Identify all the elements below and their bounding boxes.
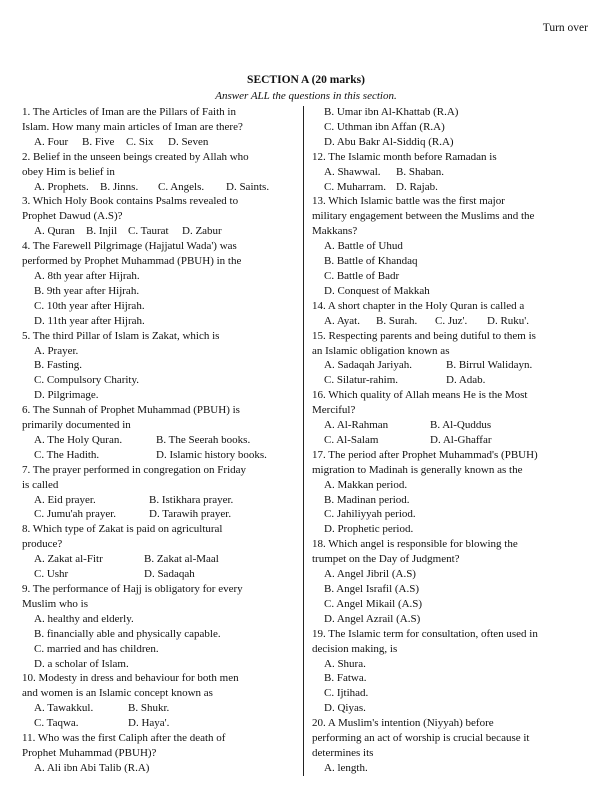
option: B. Birrul Walidayn. xyxy=(446,359,533,372)
question-14 xyxy=(312,299,592,329)
option: D. Zabur xyxy=(182,225,222,238)
question-text: determines its xyxy=(312,746,374,759)
option: B. Surah. xyxy=(376,314,418,327)
option: C. Al-Salam xyxy=(324,433,379,446)
question-text: 15. Respecting parents and being dutiful to them is xyxy=(312,329,536,342)
question-text: 7. The prayer performed in congregation on Friday xyxy=(22,463,247,476)
options-row xyxy=(22,567,296,582)
option: B. 9th year after Hijrah. xyxy=(34,284,140,297)
option: C. Ushr xyxy=(34,568,69,581)
question-text: migration to Madinah is generally known as the xyxy=(312,463,523,476)
options-row xyxy=(312,373,592,388)
options-row xyxy=(22,135,296,150)
option: A. Eid prayer. xyxy=(34,493,96,506)
option: A. Prayer. xyxy=(34,344,79,357)
question-text: trumpet on the Day of Judgment? xyxy=(312,553,460,566)
option: A. Shawwal. xyxy=(324,165,381,178)
question-6 xyxy=(22,403,296,463)
option: B. Shukr. xyxy=(128,702,170,715)
option: D. Rajab. xyxy=(396,180,438,193)
option: C. 10th year after Hijrah. xyxy=(34,299,145,312)
question-text: is called xyxy=(22,478,59,491)
option: A. Zakat al-Fitr xyxy=(34,553,103,566)
option: B. Battle of Khandaq xyxy=(324,255,418,268)
option: C. Angel Mikail (A.S) xyxy=(324,597,423,610)
option: A. Four xyxy=(34,135,69,148)
question-16 xyxy=(312,388,592,448)
options-row xyxy=(22,493,296,508)
question-18 xyxy=(312,537,592,626)
option: D. Qiyas. xyxy=(324,702,366,715)
option: B. Five xyxy=(82,135,115,148)
question-11 xyxy=(22,731,296,776)
question-12 xyxy=(312,150,592,195)
option: D. Sadaqah xyxy=(144,568,195,581)
question-text: 10. Modesty in dress and behaviour for both men xyxy=(22,672,239,685)
option: C. Jumu'ah prayer. xyxy=(34,508,117,521)
option: C. Muharram. xyxy=(324,180,387,193)
question-text: 8. Which type of Zakat is paid on agricultural xyxy=(22,523,223,536)
question-text: Prophet Muhammad (PBUH)? xyxy=(22,746,157,759)
option: A. Al-Rahman xyxy=(324,419,389,432)
question-text: 2. Belief in the unseen beings created by Allah who xyxy=(22,150,249,163)
question-text: performed by Prophet Muhammad (PBUH) in the xyxy=(22,255,242,268)
question-text: produce? xyxy=(22,538,63,551)
option: B. Jinns. xyxy=(100,180,139,193)
question-text: 6. The Sunnah of Prophet Muhammad (PBUH) is xyxy=(22,404,240,417)
question-9 xyxy=(22,582,296,671)
option: A. Sadaqah Jariyah. xyxy=(324,359,412,372)
options-row xyxy=(22,716,296,731)
option: B. Fatwa. xyxy=(324,672,367,685)
question-text: 3. Which Holy Book contains Psalms revealed to xyxy=(22,195,239,208)
question-text: Makkans? xyxy=(312,225,358,238)
question-text: 14. A short chapter in the Holy Quran is called a xyxy=(312,299,525,312)
option: B. Injil xyxy=(86,225,118,238)
option: C. Jahiliyyah period. xyxy=(324,508,416,521)
question-text: Islam. How many main articles of Iman are there? xyxy=(22,120,243,133)
option: C. Six xyxy=(126,135,154,148)
question-text: 5. The third Pillar of Islam is Zakat, which is xyxy=(22,329,220,342)
option: C. Juz'. xyxy=(435,314,468,327)
option: B. Zakat al-Maal xyxy=(144,553,219,566)
option: A. Ali ibn Abi Talib (R.A) xyxy=(34,761,150,774)
question-11-continued xyxy=(312,105,592,150)
options-row xyxy=(312,358,592,373)
question-text: 16. Which quality of Allah means He is the Most xyxy=(312,389,528,402)
question-text: 20. A Muslim's intention (Niyyah) before xyxy=(312,717,494,730)
option: A. Battle of Uhud xyxy=(324,240,403,253)
question-text: 19. The Islamic term for consultation, often used in xyxy=(312,627,538,640)
options-row xyxy=(22,507,296,522)
question-8 xyxy=(22,522,296,582)
option: B. Shaban. xyxy=(396,165,444,178)
option: C. Angels. xyxy=(158,180,205,193)
option: B. financially able and physically capable. xyxy=(34,627,221,640)
option: C. Silatur-rahim. xyxy=(324,374,399,387)
question-text: 18. Which angel is responsible for blowing the xyxy=(312,538,518,551)
option: D. Conquest of Makkah xyxy=(324,284,430,297)
question-13 xyxy=(312,194,592,298)
question-text: 12. The Islamic month before Ramadan is xyxy=(312,150,497,163)
option: D. Haya'. xyxy=(128,717,170,730)
options-row xyxy=(312,314,592,329)
options-row xyxy=(22,552,296,567)
question-1 xyxy=(22,105,296,150)
question-text: military engagement between the Muslims and the xyxy=(312,210,535,223)
question-text: 4. The Farewell Pilgrimage (Hajjatul Wada') was xyxy=(22,240,237,253)
question-text: an Islamic obligation known as xyxy=(312,344,450,357)
options-row xyxy=(22,224,296,239)
option: A. The Holy Quran. xyxy=(34,433,123,446)
section-instruction: Answer ALL the questions in this section. xyxy=(215,90,397,102)
option: A. Tawakkul. xyxy=(34,702,94,715)
option: A. Quran xyxy=(34,225,75,238)
option: A. Shura. xyxy=(324,657,366,670)
option: D. Pilgrimage. xyxy=(34,389,99,402)
question-text: 11. Who was the first Caliph after the death of xyxy=(22,732,226,745)
option: D. Prophetic period. xyxy=(324,523,414,536)
question-19 xyxy=(312,627,592,716)
options-row xyxy=(22,433,296,448)
right-column xyxy=(312,105,592,776)
option: D. Adab. xyxy=(446,374,486,387)
option: B. Angel Israfil (A.S) xyxy=(324,583,420,595)
option: C. married and has children. xyxy=(34,642,159,655)
question-text: Muslim who is xyxy=(22,597,89,610)
question-10 xyxy=(22,671,296,731)
option: B. Madinan period. xyxy=(324,493,410,506)
options-row xyxy=(312,433,592,448)
question-5 xyxy=(22,329,296,404)
option: B. Al-Quddus xyxy=(430,419,492,432)
option: A. Ayat. xyxy=(324,314,360,327)
option: D. Angel Azrail (A.S) xyxy=(324,612,421,625)
option: C. Compulsory Charity. xyxy=(34,374,140,387)
option: A. Angel Jibril (A.S) xyxy=(324,568,416,581)
option: C. The Hadith. xyxy=(34,448,100,461)
options-row xyxy=(312,180,592,195)
options-row xyxy=(22,448,296,463)
question-text: 17. The period after Prophet Muhammad's (PBUH) xyxy=(312,448,538,461)
option: D. Tarawih prayer. xyxy=(149,508,232,521)
left-column xyxy=(22,105,296,776)
option: C. Taqwa. xyxy=(34,717,79,730)
option: B. Fasting. xyxy=(34,359,82,372)
turn-over-note: Turn over xyxy=(542,22,588,34)
option: D. 11th year after Hijrah. xyxy=(34,314,145,327)
column-divider xyxy=(303,106,304,776)
question-15 xyxy=(312,329,592,389)
option: C. Ijtihad. xyxy=(324,687,369,700)
option: C. Taurat xyxy=(128,225,169,238)
option: D. Al-Ghaffar xyxy=(430,433,492,446)
question-20 xyxy=(312,716,592,776)
option: B. The Seerah books. xyxy=(156,433,251,446)
option: A. 8th year after Hijrah. xyxy=(34,269,140,282)
option: D. a scholar of Islam. xyxy=(34,657,129,670)
option: A. Makkan period. xyxy=(324,478,408,491)
option: D. Ruku'. xyxy=(487,314,530,327)
option: C. Battle of Badr xyxy=(324,269,400,282)
question-2 xyxy=(22,150,296,195)
option: D. Seven xyxy=(168,135,209,148)
section-title: SECTION A (20 marks) xyxy=(247,74,365,86)
option: A. healthy and elderly. xyxy=(34,612,134,625)
options-row xyxy=(22,701,296,716)
option: C. Uthman ibn Affan (R.A) xyxy=(324,120,445,133)
question-text: and women is an Islamic concept known as xyxy=(22,687,213,700)
option: B. Istikhara prayer. xyxy=(149,493,234,506)
question-4 xyxy=(22,239,296,328)
option: D. Saints. xyxy=(226,180,270,193)
question-text: 9. The performance of Hajj is obligatory for every xyxy=(22,583,243,595)
question-text: Merciful? xyxy=(312,404,356,417)
question-text: primarily documented in xyxy=(22,419,131,432)
question-text: obey Him is belief in xyxy=(22,165,115,178)
option: D. Islamic history books. xyxy=(156,448,267,461)
question-text: 1. The Articles of Iman are the Pillars of Faith in xyxy=(22,106,236,118)
option: A. Prophets. xyxy=(34,180,89,193)
option: A. length. xyxy=(324,761,368,774)
question-3 xyxy=(22,194,296,239)
option: B. Umar ibn Al-Khattab (R.A) xyxy=(324,106,459,118)
question-text: 13. Which Islamic battle was the first major xyxy=(312,195,505,208)
option: D. Abu Bakr Al-Siddiq (R.A) xyxy=(324,135,454,148)
options-row xyxy=(312,165,592,180)
question-text: Prophet Dawud (A.S)? xyxy=(22,210,123,223)
question-17 xyxy=(312,448,592,537)
options-row xyxy=(22,180,296,195)
question-text: performing an act of worship is crucial because it xyxy=(312,732,530,745)
question-text: decision making, is xyxy=(312,642,398,655)
options-row xyxy=(312,418,592,433)
question-7 xyxy=(22,463,296,523)
